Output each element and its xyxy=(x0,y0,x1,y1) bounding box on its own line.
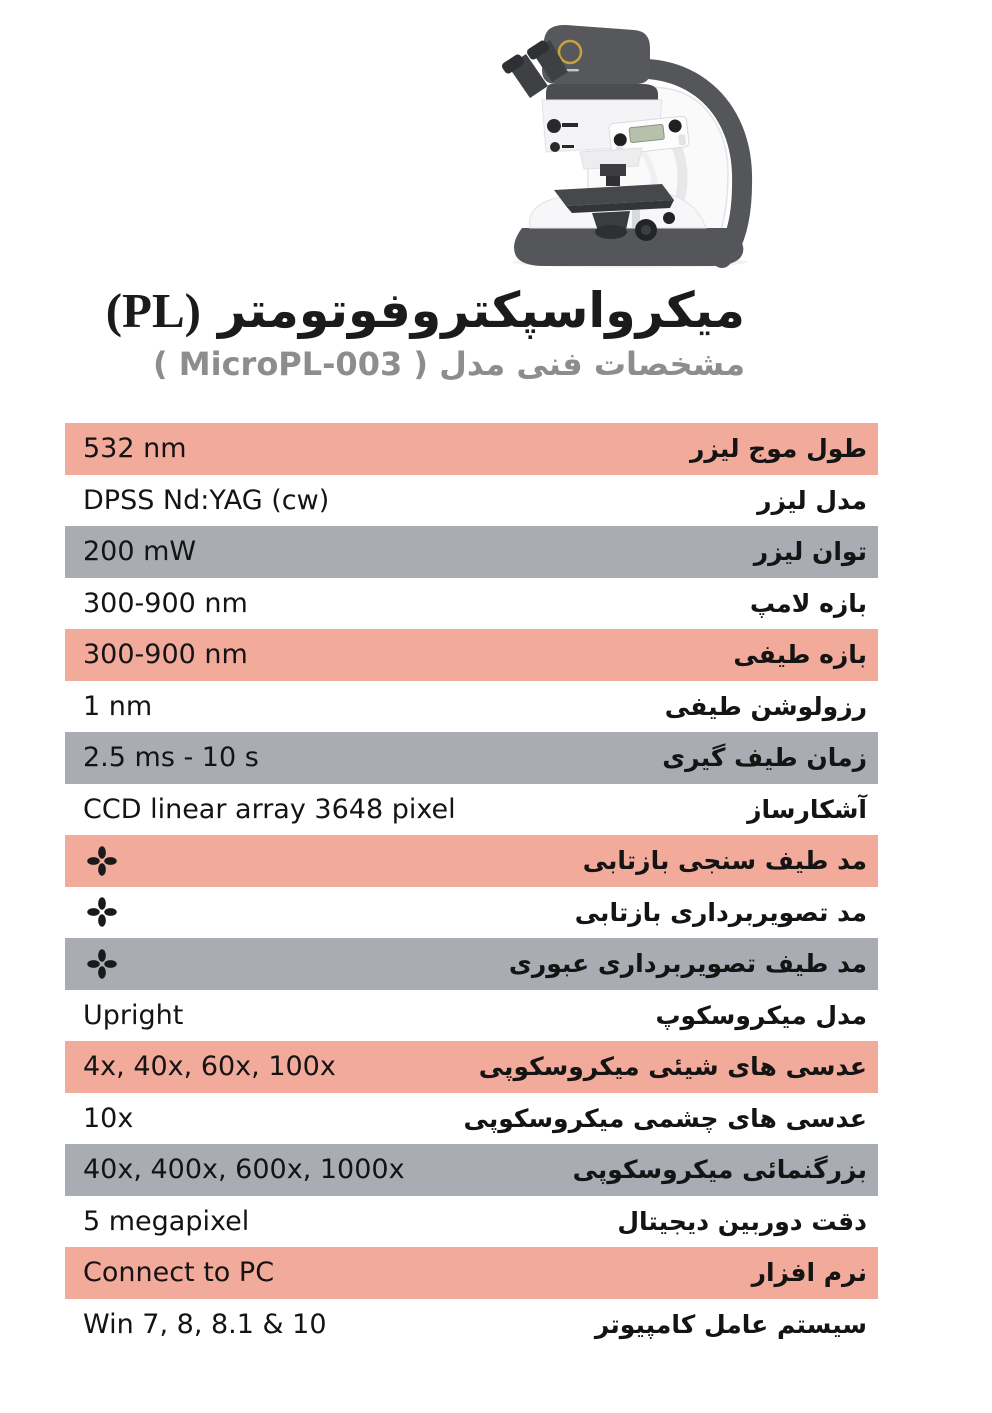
spec-value: 1 nm xyxy=(83,690,153,722)
spec-value: 532 nm xyxy=(83,433,187,465)
spec-value: CCD linear array 3648 pixel xyxy=(83,793,456,825)
spec-row-18 xyxy=(65,1299,878,1351)
spec-value: 200 mW xyxy=(83,536,197,568)
spec-row-10 xyxy=(65,887,878,939)
spec-label: بزرگنمائی میکروسکوپی xyxy=(572,1155,867,1185)
spec-label: مد طیف تصویربرداری عبوری xyxy=(508,949,867,979)
spec-value: 40x, 400x, 600x, 1000x xyxy=(83,1154,405,1186)
spec-value: 300-900 nm xyxy=(83,639,248,671)
spec-value: Upright xyxy=(83,999,184,1031)
page-title-persian: میکرواسپکتروفوتومتر xyxy=(218,282,745,339)
spec-row-15 xyxy=(65,1144,878,1196)
spec-row-14 xyxy=(65,1093,878,1145)
spec-value: 5 megapixel xyxy=(83,1205,250,1237)
spec-row-12 xyxy=(65,990,878,1042)
spec-value: Win 7, 8, 8.1 & 10 xyxy=(83,1308,327,1340)
objective-lens xyxy=(600,164,626,176)
spec-label: توان لیزر xyxy=(753,537,867,567)
page-title xyxy=(106,284,745,338)
spec-row-17 xyxy=(65,1247,878,1299)
spec-row-8 xyxy=(65,784,878,836)
spec-label: نرم افزار xyxy=(751,1258,867,1288)
spec-row-7 xyxy=(65,732,878,784)
spec-row-3 xyxy=(65,526,878,578)
spec-row-13 xyxy=(65,1041,878,1093)
upright-microscope-image xyxy=(492,14,767,269)
camera-plinth xyxy=(546,84,658,100)
spec-label: مد تصویربرداری بازتابی xyxy=(574,897,867,927)
side-knob xyxy=(663,212,675,224)
spec-row-6 xyxy=(65,681,878,733)
title-block xyxy=(106,284,745,383)
four-petal-asterisk-icon xyxy=(65,846,117,876)
spec-row-1 xyxy=(65,423,878,475)
spec-label: مدل میکروسکوپ xyxy=(655,1000,867,1030)
spec-label: رزولوشن طیفی xyxy=(664,691,867,721)
spec-label: طول موج لیزر xyxy=(689,434,867,464)
head-knob xyxy=(547,119,561,133)
spec-label: عدسی های شیئی میکروسکوپی xyxy=(478,1052,867,1082)
page-subtitle-model: ( MicroPL-003 ) xyxy=(152,344,428,383)
spec-label: مدل لیزر xyxy=(757,485,867,515)
spec-label: زمان طیف گیری xyxy=(662,743,867,773)
page-title-latin: (PL) xyxy=(105,283,201,338)
head-knob-small xyxy=(550,142,560,152)
spec-row-9 xyxy=(65,835,878,887)
microscope-illustration xyxy=(492,14,767,269)
spec-row-11 xyxy=(65,938,878,990)
lcd-screen xyxy=(629,124,664,142)
spec-table xyxy=(65,423,878,1350)
spec-row-16 xyxy=(65,1196,878,1248)
spec-row-2 xyxy=(65,475,878,527)
microscope-base-plate xyxy=(514,228,743,266)
spec-label: عدسی های چشمی میکروسکوپی xyxy=(463,1103,867,1133)
spec-value: DPSS Nd:YAG (cw) xyxy=(83,484,330,516)
page-subtitle xyxy=(106,345,745,383)
spec-label: دقت دوربین دیجیتال xyxy=(617,1206,867,1236)
page-subtitle-persian: مشخصات فنی مدل xyxy=(439,344,745,383)
spec-label: بازه لامپ xyxy=(749,588,867,618)
spec-label: مد طیف سنجی بازتابی xyxy=(582,846,867,876)
spec-value: Connect to PC xyxy=(83,1257,275,1289)
spec-value: 4x, 40x, 60x, 100x xyxy=(83,1051,336,1083)
spec-value: 300-900 nm xyxy=(83,587,248,619)
spec-label: آشکارساز xyxy=(747,794,867,824)
spec-value: 2.5 ms - 10 s xyxy=(83,742,259,774)
spec-row-4 xyxy=(65,578,878,630)
spec-label: بازه طیفی xyxy=(733,640,867,670)
four-petal-asterisk-icon xyxy=(65,949,117,979)
four-petal-asterisk-icon xyxy=(65,897,117,927)
spec-row-5 xyxy=(65,629,878,681)
spec-label: سیستم عامل کامپیوتر xyxy=(594,1309,867,1339)
spec-value: 10x xyxy=(83,1102,134,1134)
